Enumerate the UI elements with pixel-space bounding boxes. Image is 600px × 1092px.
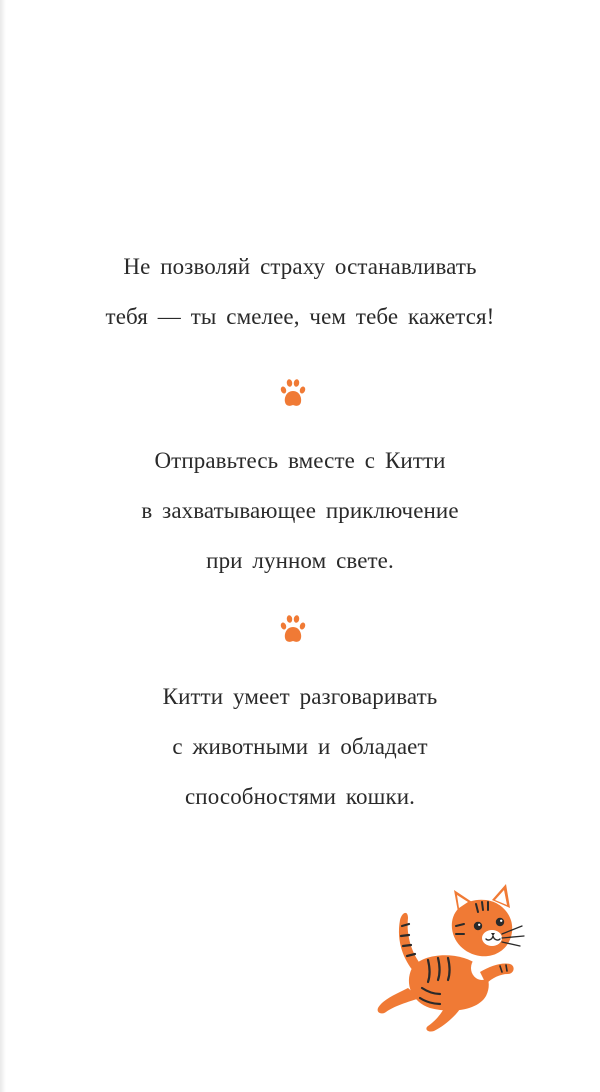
paragraph-line: Отправьтесь вместе с Китти: [154, 448, 446, 473]
paragraph-line: в захватывающее приключение: [141, 498, 459, 523]
paragraph-line: способностями кошки.: [185, 784, 415, 809]
paragraph-line: Китти умеет разговаривать: [162, 684, 438, 709]
paragraph-line: с животными и обладает: [172, 734, 428, 759]
paragraph-line: тебя — ты смелее, чем тебе кажется!: [105, 304, 495, 329]
paragraph-courage: [0, 242, 600, 342]
paw-print-icon: [279, 377, 307, 409]
paw-print-icon: [279, 613, 307, 645]
tiger-kitten-illustration: [368, 876, 528, 1034]
paragraph-abilities: [0, 672, 600, 822]
paragraph-line: при лунном свете.: [206, 548, 394, 573]
paragraph-line: Не позволяй страху останавливать: [123, 254, 477, 279]
paragraph-adventure: [0, 436, 600, 586]
